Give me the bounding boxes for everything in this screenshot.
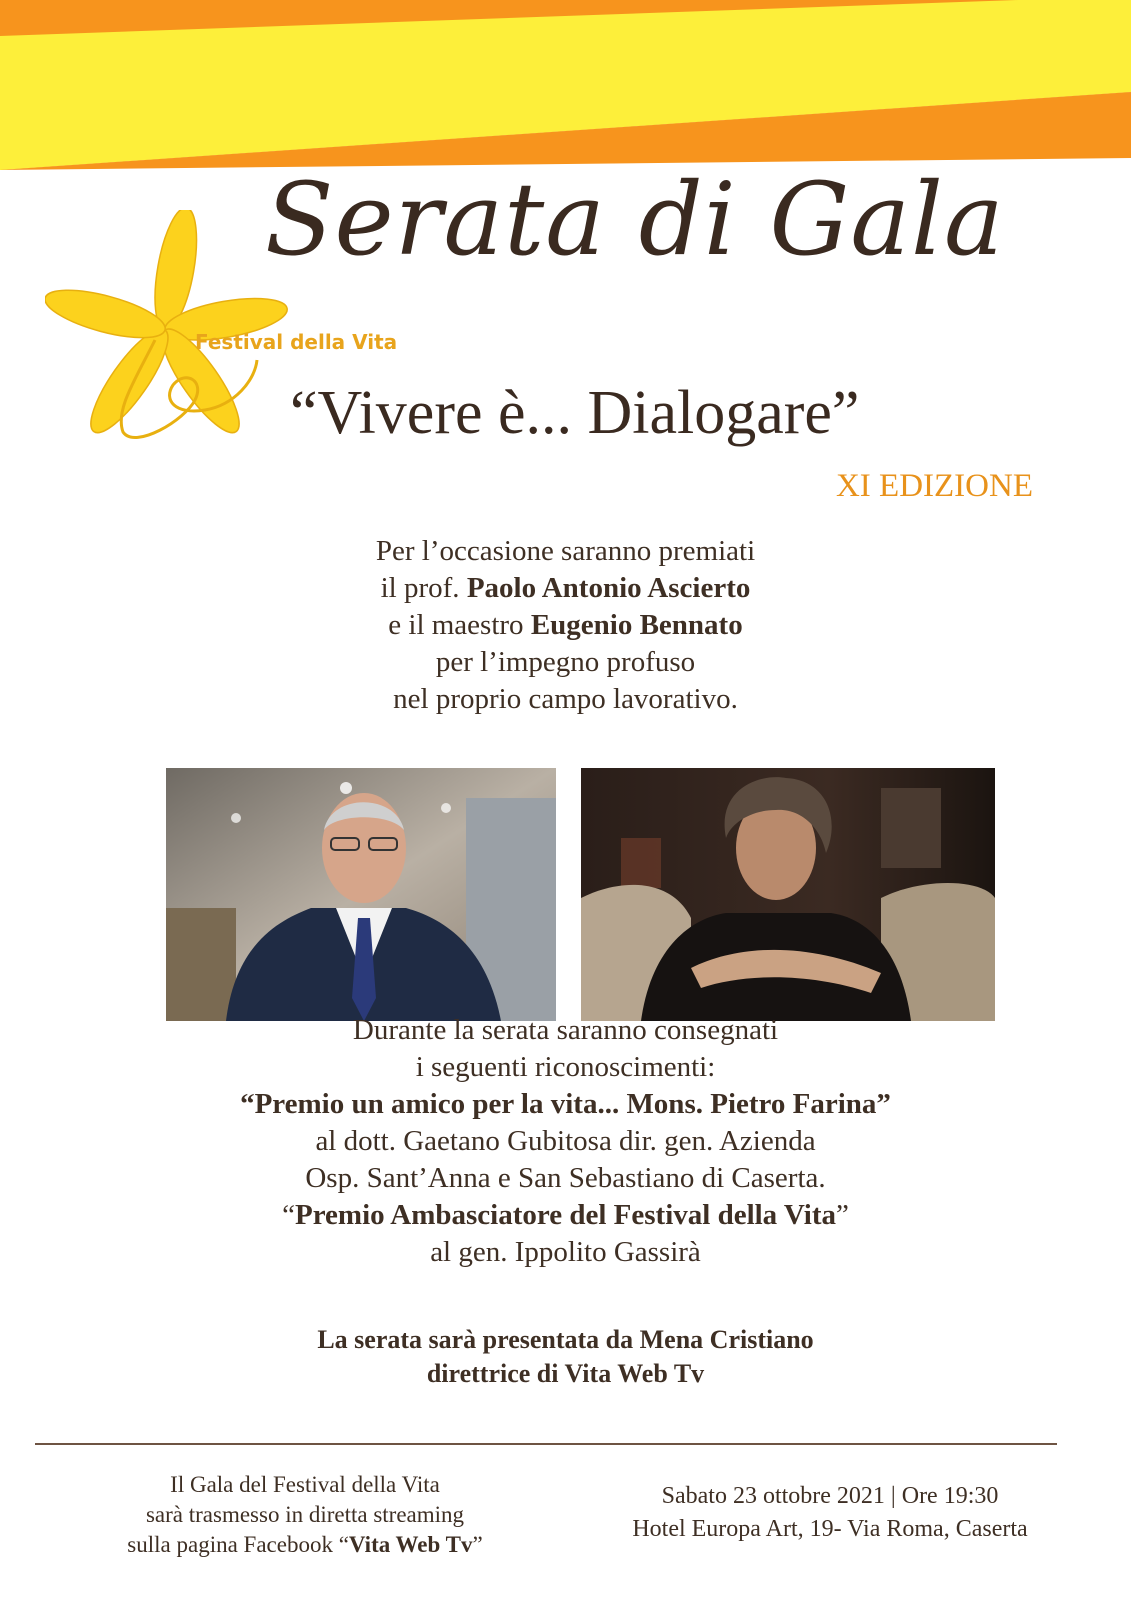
intro-line	[0, 570, 1131, 607]
award-title	[0, 1197, 1131, 1234]
event-date-time: Sabato 23 ottobre 2021 | Ore 19:30	[661, 1483, 999, 1509]
award-recipient: al dott. Gaetano Gubitosa dir. gen. Azienda	[315, 1125, 816, 1157]
streaming-line	[95, 1530, 515, 1560]
photo-bennato	[581, 768, 995, 1021]
photo-ascierto	[166, 768, 556, 1021]
presenter-line: La serata sarà presentata da Mena Cristiano	[317, 1325, 814, 1354]
award-name: “Premio un amico per la vita... Mons. Pietro Farina”	[240, 1088, 891, 1120]
intro-line	[0, 607, 1131, 644]
footer-divider	[35, 1443, 1057, 1445]
streaming-line: sarà trasmesso in diretta streaming	[145, 1502, 465, 1527]
quote-mark: ”	[472, 1532, 483, 1557]
presenter-line: direttrice di Vita Web Tv	[426, 1359, 705, 1388]
event-details	[600, 1480, 1060, 1546]
streaming-info	[95, 1470, 515, 1560]
awardee-name: Paolo Antonio Ascierto	[466, 572, 751, 604]
slogan: “Vivere è... Dialogare”	[290, 379, 860, 447]
intro-line: per l’impegno profuso	[435, 646, 696, 678]
quote-mark: “	[282, 1199, 295, 1231]
intro-text	[0, 533, 1131, 718]
event-location: Hotel Europa Art, 19- Via Roma, Caserta	[632, 1516, 1028, 1542]
intro-text-span: e il maestro	[388, 609, 531, 641]
award-name: Premio Ambasciatore del Festival della Vita	[295, 1199, 836, 1231]
edition-label: XI EDIZIONE	[835, 468, 1033, 504]
awards-line: i seguenti riconoscimenti:	[415, 1051, 716, 1083]
awards-text	[0, 1012, 1131, 1271]
streaming-text-span: sulla pagina Facebook “	[127, 1532, 349, 1557]
intro-line: nel proprio campo lavorativo.	[393, 683, 738, 715]
intro-text-span: il prof.	[380, 572, 467, 604]
event-title: Serata di Gala	[265, 161, 1005, 278]
award-recipient: al gen. Ippolito Gassirà	[430, 1236, 701, 1268]
top-banner	[0, 0, 1131, 170]
intro-line: Per l’occasione saranno premiati	[375, 535, 756, 567]
award-title	[0, 1086, 1131, 1123]
logo-text: Festival della Vita	[195, 330, 398, 354]
channel-name: Vita Web Tv	[348, 1532, 473, 1557]
presenter-text	[0, 1323, 1131, 1391]
quote-mark: ”	[836, 1199, 849, 1231]
streaming-line: Il Gala del Festival della Vita	[170, 1472, 440, 1497]
award-recipient: Osp. Sant’Anna e San Sebastiano di Caserta.	[305, 1162, 826, 1194]
awardee-name: Eugenio Bennato	[530, 609, 743, 641]
awards-line: Durante la serata saranno consegnati	[352, 1014, 779, 1046]
